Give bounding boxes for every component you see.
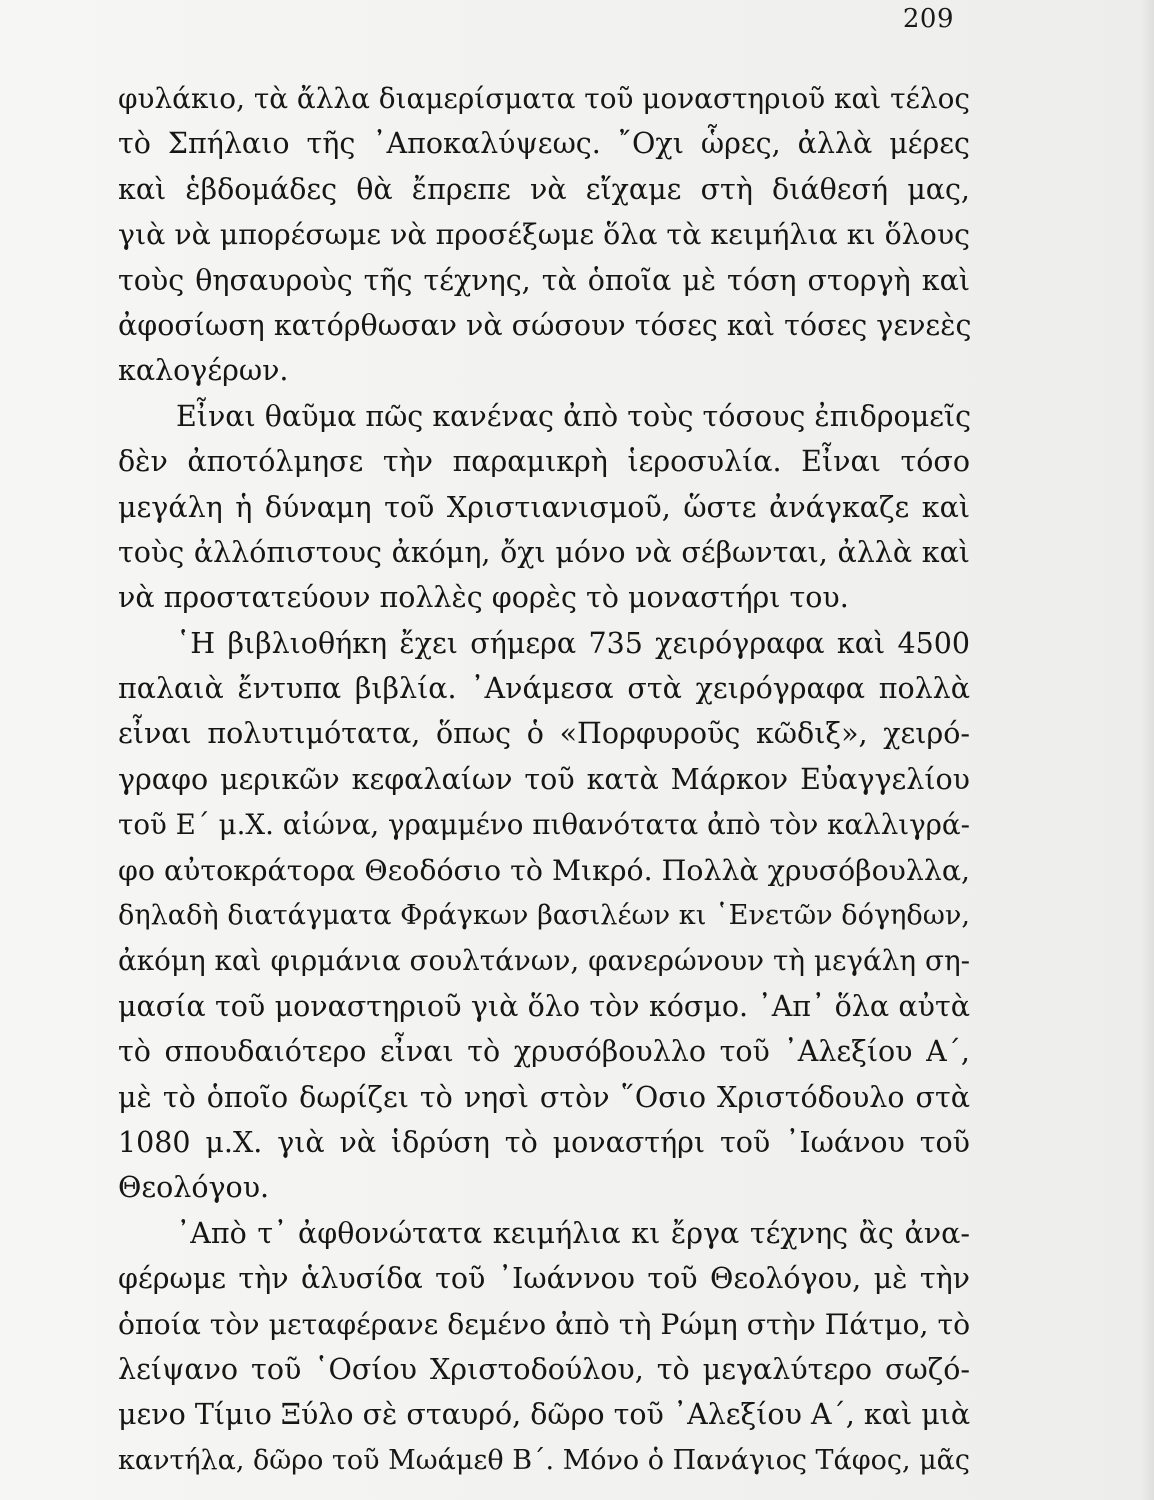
text-line: δηλαδὴ διατάγματα Φράγκων βασιλέων κι ῾Ενετῶν δόγηδων, bbox=[118, 900, 970, 932]
text-line: ἀκόμη καὶ φιρμάνια σουλτάνων, φανερώνουν τὴ μεγάλη ση- bbox=[118, 944, 970, 978]
text-line: φέρωμε τὴν ἁλυσίδα τοῦ ᾿Ιωάννου τοῦ Θεολόγου, μὲ τὴν bbox=[118, 1262, 970, 1296]
text-line: μὲ τὸ ὁποῖο δωρίζει τὸ νησὶ στὸν ῞Οσιο Χριστόδουλο στὰ bbox=[118, 1080, 970, 1114]
text-line: εἶναι πολυτιμότατα, ὅπως ὁ «Πορφυροῦς κῶδιξ», χειρό- bbox=[118, 717, 970, 751]
text-line: καὶ ἑβδομάδες θὰ ἔπρεπε νὰ εἴχαμε στὴ διάθεσή μας, bbox=[118, 172, 970, 206]
text-line: φυλάκιο, τὰ ἄλλα διαμερίσματα τοῦ μοναστηριοῦ καὶ τέλος bbox=[118, 82, 970, 115]
text-line: Θεολόγου. bbox=[118, 1171, 270, 1205]
text-line: φο αὐτοκράτορα Θεοδόσιο τὸ Μικρό. Πολλὰ χρυσόβουλλα, bbox=[118, 853, 970, 887]
text-line: νὰ προστατεύουν πολλὲς φορὲς τὸ μοναστήρι του. bbox=[118, 581, 849, 615]
text-line: ἀφοσίωση κατόρθωσαν νὰ σώσουν τόσες καὶ τόσες γενεὲς bbox=[118, 308, 972, 342]
text-line: μεγάλη ἡ δύναμη τοῦ Χριστιανισμοῦ, ὥστε ἀνάγκαζε καὶ bbox=[118, 490, 970, 524]
page-number: 209 bbox=[902, 4, 954, 34]
text-line: μενο Τίμιο Ξύλο σὲ σταυρό, δῶρο τοῦ ᾿Αλεξίου Α΄, καὶ μιὰ bbox=[118, 1398, 971, 1432]
text-line: Εἶναι θαῦμα πῶς κανένας ἀπὸ τοὺς τόσους ἐπιδρομεῖς bbox=[176, 399, 972, 433]
text-line: ᾿Απὸ τ᾿ ἀφθονώτατα κειμήλια κι ἔργα τέχνης ἂς ἀνα- bbox=[176, 1216, 970, 1250]
text-line: καλογέρων. bbox=[118, 354, 289, 388]
text-line: τὸ σπουδαιότερο εἶναι τὸ χρυσόβουλλο τοῦ ᾿Αλεξίου Α΄, bbox=[118, 1035, 970, 1069]
text-line: μασία τοῦ μοναστηριοῦ γιὰ ὅλο τὸν κόσμο. ᾿Απ᾿ ὅλα αὐτὰ bbox=[118, 989, 970, 1023]
text-line: 1080 μ.Χ. γιὰ νὰ ἱδρύση τὸ μοναστήρι τοῦ ᾿Ιωάνου τοῦ bbox=[118, 1125, 970, 1159]
text-line: ὁποία τὸν μεταφέρανε δεμένο ἀπὸ τὴ Ρώμη στὴν Πάτμο, τὸ bbox=[118, 1307, 971, 1341]
text-line: τοὺς θησαυροὺς τῆς τέχνης, τὰ ὁποῖα μὲ τόση στοργὴ καὶ bbox=[118, 263, 970, 297]
body-text bbox=[118, 76, 970, 1483]
text-line: καντήλα, δῶρο τοῦ Μωάμεθ Β΄. Μόνο ὁ Πανάγιος Τάφος, μᾶς bbox=[118, 1444, 970, 1476]
text-line: γραφο μερικῶν κεφαλαίων τοῦ κατὰ Μάρκον Εὐαγγελίου bbox=[118, 762, 970, 796]
page-edge-shadow bbox=[1140, 0, 1154, 1500]
text-line: τοὺς ἀλλόπιστους ἀκόμη, ὄχι μόνο νὰ σέβωνται, ἀλλὰ καὶ bbox=[118, 535, 970, 569]
text-line: τὸ Σπήλαιο τῆς ᾿Αποκαλύψεως. ῎Οχι ὧρες, ἀλλὰ μέρες bbox=[118, 127, 970, 161]
text-line: λείψανο τοῦ ῾Οσίου Χριστοδούλου, τὸ μεγαλύτερο σωζό- bbox=[118, 1352, 970, 1386]
text-line: δὲν ἀποτόλμησε τὴν παραμικρὴ ἱεροσυλία. Εἶναι τόσο bbox=[118, 445, 970, 479]
text-line: ῾Η βιβλιοθήκη ἔχει σήμερα 735 χειρόγραφα καὶ 4500 bbox=[176, 626, 970, 660]
text-line: τοῦ Ε΄ μ.Χ. αἰώνα, γραμμένο πιθανότατα ἀπὸ τὸν καλλιγρά- bbox=[118, 808, 970, 842]
text-line: γιὰ νὰ μπορέσωμε νὰ προσέξωμε ὅλα τὰ κειμήλια κι ὅλους bbox=[118, 218, 970, 252]
text-line: παλαιὰ ἔντυπα βιβλία. ᾿Ανάμεσα στὰ χειρόγραφα πολλὰ bbox=[118, 672, 970, 706]
